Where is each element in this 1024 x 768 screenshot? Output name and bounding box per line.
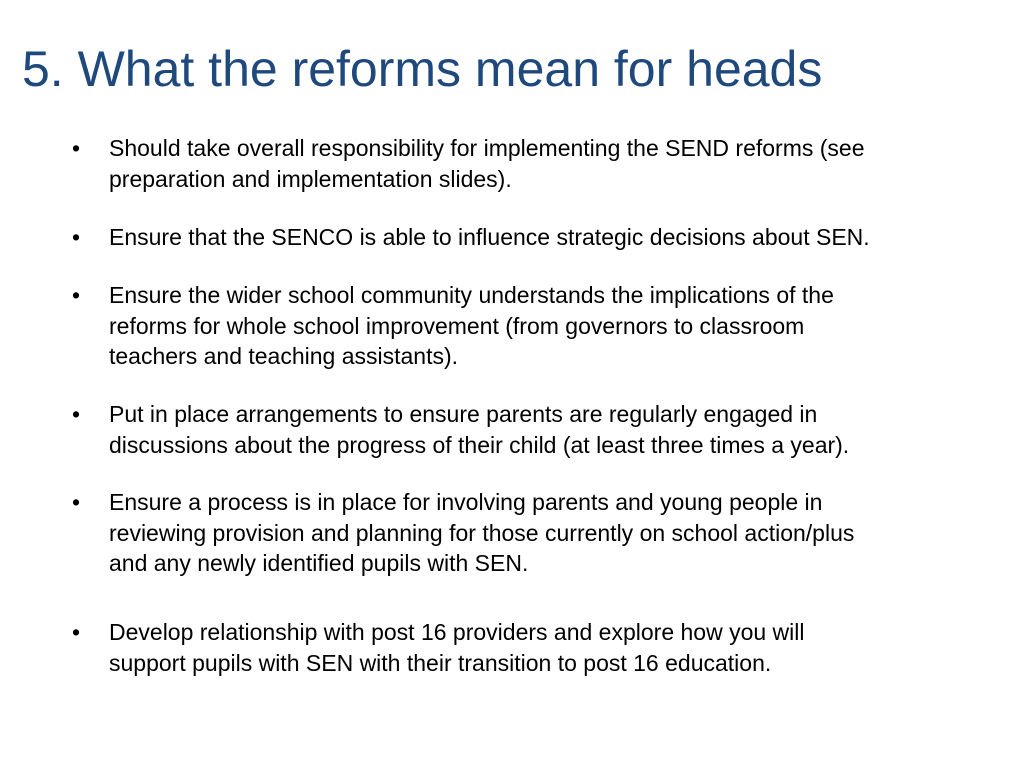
bullet-text: Put in place arrangements to ensure parents are regularly engaged in discussions about the progress of their child (at least three times a year). <box>109 401 850 458</box>
bullet-point-icon: • <box>72 489 81 515</box>
bullet-point-icon: • <box>72 135 81 161</box>
bullet-text: Ensure that the SENCO is able to influence strategic decisions about SEN. <box>109 224 870 250</box>
bullet-point-icon: • <box>72 619 81 645</box>
bullet-point-icon: • <box>72 282 81 308</box>
bullet-text: Should take overall responsibility for implementing the SEND reforms (see preparation and implementation slides). <box>109 135 865 192</box>
bullet-point-icon: • <box>72 224 81 250</box>
bullet-text: Ensure a process is in place for involving parents and young people in reviewing provision and planning for those currently on school action/plus and any newly identified pupils with SEN. <box>109 489 855 576</box>
bullet-point-icon: • <box>72 401 81 427</box>
bullet-text: Develop relationship with post 16 providers and explore how you will support pupils with SEN with their transition to post 16 education. <box>109 619 805 676</box>
slide-title: 5. What the reforms mean for heads <box>22 41 823 97</box>
bullet-text: Ensure the wider school community understands the implications of the reforms for whole school improvement (from governors to classroom teachers and teaching assistants). <box>109 282 834 369</box>
